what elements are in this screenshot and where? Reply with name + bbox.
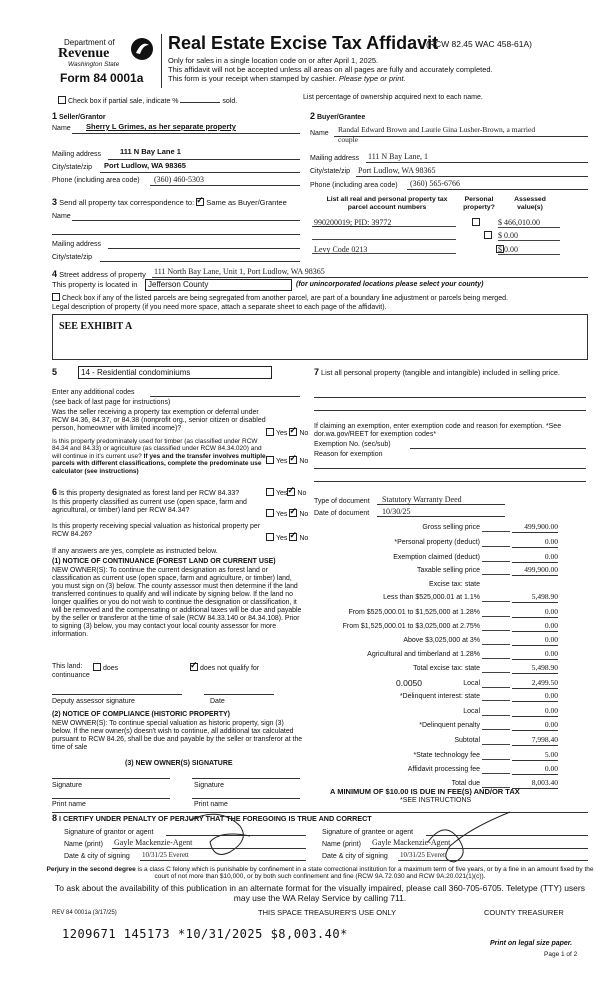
exemption-note: If claiming an exemption, enter exemption code and reason for exemption. *See dor.wa.gov/REET for exemption codes* — [314, 423, 562, 439]
section3-heading: 3 Send all property tax correspondence to: ✓ Same as Buyer/Grantee — [52, 197, 287, 208]
buyer-heading: 2 Buyer/Grantee — [310, 111, 366, 121]
exemption-no-checkbox[interactable] — [289, 428, 297, 436]
page-number: Page 1 of 2 — [544, 951, 578, 958]
grantee-print-field[interactable]: Gayle Mackenzie-Agent — [372, 838, 451, 847]
calc-value[interactable]: 2,499.50 — [512, 679, 558, 689]
legal-paper-note: Print on legal size paper. — [490, 940, 573, 947]
buyer-name-label: Name — [310, 130, 329, 137]
grantee-date-field[interactable]: 10/31/25 Everett — [400, 851, 447, 859]
property-address-field[interactable]: 111 North Bay Lane, Unit 1, Port Ludlow, WA 98365 — [154, 267, 325, 276]
section5-num: 5 — [52, 367, 58, 377]
county-treasurer-label: COUNTY TREASURER — [484, 908, 564, 917]
calc-value[interactable]: 8,003.40 — [512, 779, 558, 789]
personal-col-header: Personal property? — [463, 196, 495, 211]
section4-street-row: 4 Street address of property — [52, 269, 146, 279]
calc-leader — [482, 744, 510, 745]
calc-label: From $1,525,000.01 to $3,025,000 at 2.75% — [342, 623, 480, 630]
current-use-question: Is this property classified as current use (open space, farm and agricultural, or timber) land per RCW 84.34? — [52, 499, 247, 515]
calc-value[interactable]: 5,498.90 — [512, 664, 558, 674]
seller-city-field[interactable]: Port Ludlow, WA 98365 — [104, 161, 186, 170]
calc-value[interactable]: 0.00 — [512, 765, 558, 775]
forest-question: 6 Is this property designated as forest land per RCW 84.33? — [52, 487, 240, 497]
buyer-phone-field[interactable]: (360) 565-6766 — [410, 179, 460, 188]
calc-label: Taxable selling price — [416, 567, 480, 574]
exemption-yes-checkbox[interactable] — [266, 428, 274, 436]
grantor-print-label: Name (print) — [64, 841, 103, 848]
deputy-date-label: Date — [210, 698, 225, 705]
grantor-sig-label: Signature of grantor or agent — [64, 829, 154, 836]
calc-leader — [482, 759, 510, 760]
legal-desc-label: Legal description of property (if you need more space, attach a separate sheet to each page of the affidavit). — [52, 304, 387, 311]
calc-leader — [482, 729, 510, 730]
calc-label: Less than $525,000.01 at 1.1% — [383, 594, 480, 601]
certify-heading: 8 I CERTIFY UNDER PENALTY OF PERJURY THAT THE FOREGOING IS TRUE AND CORRECT — [52, 813, 372, 823]
current-use-yes-checkbox[interactable] — [266, 509, 274, 517]
calc-label: *Personal property (deduct) — [394, 539, 480, 546]
calc-value[interactable]: 0.00 — [512, 622, 558, 632]
current-use-no-checkbox[interactable] — [289, 509, 297, 517]
calc-label: *State technology fee — [413, 752, 480, 759]
exemption-question: Was the seller receiving a property tax exemption or deferral under RCW 84.36, 84.37, or 84.38 (nonprofit org., senior citizen or disabled person, homeowner with limited income)? — [52, 409, 266, 433]
timber-yes-no: Yes ✓ No — [266, 456, 308, 466]
deputy-sig-label: Deputy assessor signature — [52, 698, 135, 705]
s3-city-label: City/state/zip — [52, 254, 93, 261]
seller-phone-label: Phone (including area code) — [52, 177, 140, 184]
calc-label: Exemption claimed (deduct) — [393, 554, 480, 561]
minimum-due-note: A MINIMUM OF $10.00 IS DUE IN FEE(S) AND/OR TAX — [330, 787, 520, 796]
forest-no-checkbox[interactable] — [287, 488, 295, 496]
seller-heading: 1 Seller/Grantor — [52, 111, 106, 121]
new-owner-sig-label-1: Signature — [52, 782, 82, 789]
parcel-row-1[interactable]: 990200019; PID: 39772 — [314, 218, 392, 227]
timber-yes-checkbox[interactable] — [266, 456, 274, 464]
buyer-addr-label: Mailing address — [310, 155, 360, 162]
historic-yes-no: Yes ✓ No — [266, 533, 308, 543]
parcel-row-3[interactable]: Levy Code 0213 — [314, 245, 368, 254]
buyer-phone-label: Phone (including area code) — [310, 182, 398, 189]
calc-leader — [482, 574, 510, 575]
revenue-wordmark: Revenue — [58, 46, 110, 61]
buyer-city-field[interactable]: Port Ludlow, WA 98365 — [358, 166, 436, 175]
calc-label: Gross selling price — [422, 524, 480, 531]
seller-phone-field[interactable]: (360) 460-5303 — [154, 175, 204, 184]
calc-label: Total excise tax: state — [413, 665, 480, 672]
calc-value[interactable]: 0.00 — [512, 707, 558, 717]
personal-property-label: 7 List all personal property (tangible and intangible) included in selling price. — [314, 367, 560, 377]
historic-no-checkbox[interactable] — [289, 533, 297, 541]
new-owner-sig-title: (3) NEW OWNER(S) SIGNATURE — [125, 760, 233, 767]
calc-value[interactable]: 499,900.00 — [512, 523, 558, 533]
alt-format-note: To ask about the availability of this publication in an alternate format for the visually impaired, please call 360-705-6705. Teletype (TTY) users may use the WA Relay Service by calling 711. — [55, 883, 585, 903]
buyer-name-field[interactable]: Randal Edward Brown and Laurie Gina Lusher-Brown, a married — [338, 125, 536, 134]
grantee-print-label: Name (print) — [322, 841, 361, 848]
county-note: (for unincorporated locations please select your county) — [296, 281, 484, 288]
same-as-buyer-checkbox[interactable] — [196, 198, 204, 206]
exemption-yes-no: Yes ✓ No — [266, 428, 308, 438]
doc-type-field[interactable]: Statutory Warranty Deed — [382, 495, 462, 504]
ownership-note: List percentage of ownership acquired next to each name. — [303, 94, 483, 101]
timber-question: Is this property predominately used for timber (as classified under RCW 84.34 and 84.33) or agriculture (as classified under RCW 84.34.020) and will continue in it's current use? If yes and the transfer involves multiple parcels with different classifications, complete the predominate use calculator (see instructions) — [52, 438, 266, 475]
continuance-label: continuance — [52, 672, 90, 679]
treasurer-use-label: THIS SPACE TREASURER'S USE ONLY — [258, 908, 397, 917]
calc-leader — [482, 672, 510, 673]
calc-label: *Delinquent interest: state — [399, 693, 480, 700]
calc-value[interactable]: 0.00 — [512, 636, 558, 646]
county-select[interactable]: Jefferson County — [145, 279, 292, 291]
calc-leader — [482, 773, 510, 774]
state-label: Washington State — [68, 61, 120, 68]
calc-label: Local — [463, 708, 480, 715]
rev-number: REV 84 0001a (3/17/25) — [52, 910, 117, 916]
treasurer-stamp: 1209671 145173 *10/31/2025 $8,003.40* — [62, 927, 348, 941]
segregate-checkbox[interactable] — [52, 293, 60, 301]
grantor-print-field[interactable]: Gayle Mackenzie-Agent — [114, 838, 193, 847]
grantor-date-field[interactable]: 10/31/25 Everett — [142, 851, 189, 859]
forest-yes-checkbox[interactable] — [266, 488, 274, 496]
grantor-date-label: Date & city of signing — [64, 853, 130, 860]
dept-label: Department of — [64, 38, 115, 47]
calc-leader — [482, 644, 510, 645]
dor-emblem-icon — [130, 36, 154, 62]
timber-no-checkbox[interactable] — [289, 456, 297, 464]
see-instructions-note: *SEE INSTRUCTIONS — [400, 797, 472, 804]
sub-line-3: This form is your receipt when stamped by cashier. Please type or print. — [168, 74, 406, 83]
s3-name-label: Name — [52, 213, 71, 220]
personal-checkbox-2[interactable] — [484, 231, 492, 239]
this-land-label: This land: — [52, 663, 83, 670]
calc-label: Excise tax: state — [429, 581, 480, 588]
assessed-value-2[interactable]: $ 0.00 — [498, 231, 560, 241]
calc-value[interactable]: 5,498.90 — [512, 593, 558, 603]
seller-city-label: City/state/zip — [52, 164, 93, 171]
seller-addr-label: Mailing address — [52, 151, 102, 158]
calc-value[interactable]: 5.00 — [512, 751, 558, 761]
located-label: This property is located in — [52, 280, 138, 289]
new-owner-print-1: Print name — [52, 801, 86, 808]
if-any-yes: If any answers are yes, complete as instructed below. — [52, 548, 218, 555]
additional-codes-label: Enter any additional codes — [52, 389, 135, 396]
notice-continuance-title: (1) NOTICE OF CONTINUANCE (FOREST LAND OR CURRENT USE) — [52, 558, 276, 565]
doc-type-label: Type of document — [314, 498, 370, 505]
perjury-notice: Perjury in the second degree is a class C felony which is punishable by confinement in a state correctional institution for a maximum term of five years, or by a fine in an amount fixed by the court of not more than $10,000, or by both such confinement and fine (RCW 9A.72.030 and RCW 9A.20.021(1)(c)). — [46, 866, 594, 881]
doc-date-field[interactable]: 10/30/25 — [382, 507, 411, 516]
sub-line-1: Only for sales in a single location code on or after April 1, 2025. — [168, 56, 379, 65]
calc-leader — [482, 630, 510, 631]
historic-question: Is this property receiving special valuation as historical property per RCW 84.26? — [52, 523, 261, 539]
calc-leader — [482, 616, 510, 617]
calc-leader — [482, 715, 510, 716]
header-divider — [161, 34, 162, 88]
calc-leader — [482, 531, 510, 532]
calc-leader — [482, 687, 510, 688]
calc-label: Subtotal — [454, 737, 480, 744]
see-back-note: (see back of last page for instructions) — [52, 399, 171, 406]
calc-value[interactable]: 0.00 — [512, 538, 558, 548]
does-checkbox[interactable] — [93, 663, 101, 671]
does-not-checkbox[interactable] — [190, 663, 198, 671]
s3-addr-label: Mailing address — [52, 241, 102, 248]
sub-line-2: This affidavit will not be accepted unless all areas on all pages are fully and accurately completed. — [168, 65, 493, 74]
partial-sale-row: Check box if partial sale, indicate % sold. — [58, 96, 237, 106]
calc-leader — [482, 561, 510, 562]
new-owner-print-2: Print name — [194, 801, 228, 808]
calc-value[interactable]: 0.00 — [512, 553, 558, 563]
legal-desc-box[interactable] — [52, 314, 588, 360]
seller-addr-field[interactable]: 111 N Bay Lane 1 — [120, 147, 181, 156]
grantee-sig-label: Signature of grantee or agent — [322, 829, 414, 836]
new-owner-sig-label-2: Signature — [194, 782, 224, 789]
does-option: does — [93, 663, 118, 673]
assessed-col-header: Assessed value(s) — [514, 196, 546, 211]
parcel-col-header: List all real and personal property tax parcel account numbers — [326, 196, 448, 211]
calc-value[interactable]: 0.00 — [512, 608, 558, 618]
exemption-no-label: Exemption No. (sec/sub) — [314, 441, 391, 448]
grantor-signature-icon — [180, 806, 270, 862]
personal-checkbox-1[interactable] — [472, 218, 480, 226]
current-use-yes-no: Yes ✓ No — [266, 509, 308, 519]
assessed-value-3[interactable]: $ 0.00 — [498, 245, 560, 255]
rcw-ref: (RCW 82.45 WAC 458-61A) — [426, 39, 532, 49]
calc-leader — [482, 658, 510, 659]
forest-yes-no: Yes✓ No — [266, 488, 306, 498]
buyer-city-label: City/state/zip — [310, 168, 351, 175]
calc-value[interactable]: 0.00 — [512, 650, 558, 660]
seller-name-label: Name — [52, 125, 71, 132]
doc-date-label: Date of document — [314, 510, 370, 517]
assessed-value-1[interactable]: $ 466,010.00 — [498, 218, 560, 228]
calc-value[interactable]: 0.00 — [512, 721, 558, 731]
does-not-option: ✓ does not qualify for — [190, 663, 259, 673]
segregate-row: Check box if any of the listed parcels are being segregated from another parcel, are part of a boundary line adjustment or parcels being merged. — [52, 293, 508, 303]
seller-name-field[interactable]: Sherry L Grimes, as her separate property — [86, 122, 236, 131]
dor-logo — [58, 38, 158, 68]
exemption-reason-label: Reason for exemption — [314, 451, 383, 458]
calc-leader — [482, 700, 510, 701]
partial-sale-checkbox[interactable] — [58, 96, 66, 104]
calc-leader — [482, 546, 510, 547]
calc-label: Total due — [451, 780, 480, 787]
calc-label: *Delinquent penalty — [419, 722, 480, 729]
legal-desc-value: SEE EXHIBIT A — [59, 321, 133, 332]
notice-compliance-title: (2) NOTICE OF COMPLIANCE (HISTORIC PROPERTY) — [52, 711, 230, 718]
land-use-code-select[interactable]: 14 - Residential condominiums — [78, 366, 272, 379]
calc-value[interactable]: 499,900.00 — [512, 566, 558, 576]
form-number: Form 84 0001a — [60, 71, 144, 85]
calc-label: Agricultural and timberland at 1.28% — [367, 651, 480, 658]
calc-label: Local — [463, 680, 480, 687]
historic-yes-checkbox[interactable] — [266, 533, 274, 541]
local-rate: 0.0050 — [396, 678, 422, 688]
calc-leader — [482, 601, 510, 602]
notice-continuance-body: NEW OWNER(S): To continue the current designation as forest land or classification as current use (open space, farm and agriculture, or timber) land, you must sign on (3) below. The county assessor must then determine if the land transferred continues to qualify and will indicate by signing below. If the land no longer qualifies or you do not wish to continue the designation or classification, it will be removed and the compensating or additional taxes will be due and payable by the seller or transferor at the time of sale (RCW 84.33.140 or 84.34.108). Prior to signing (3) below, you may contact your local county assessor for more information. — [52, 567, 302, 638]
calc-value[interactable]: 0.00 — [512, 692, 558, 702]
grantee-date-label: Date & city of signing — [322, 853, 388, 860]
calc-label: Affidavit processing fee — [407, 766, 480, 773]
calc-value[interactable]: 7,998.40 — [512, 736, 558, 746]
buyer-name-field-2[interactable]: couple — [338, 135, 358, 144]
calc-label: Above $3,025,000 at 3% — [403, 637, 480, 644]
buyer-addr-field[interactable]: 111 N Bay Lane, 1 — [368, 152, 429, 161]
notice-compliance-body: NEW OWNER(S): To continue special valuation as historic property, sign (3) below. If the new owner(s) doesn't wish to continue, all additional tax calculated pursuant to RCW 84.26, shall be due and payable by the seller or transferor at the time of sale — [52, 720, 303, 751]
calc-label: From $525,000.01 to $1,525,000 at 1.28% — [348, 609, 480, 616]
form-title: Real Estate Excise Tax Affidavit — [168, 33, 439, 53]
